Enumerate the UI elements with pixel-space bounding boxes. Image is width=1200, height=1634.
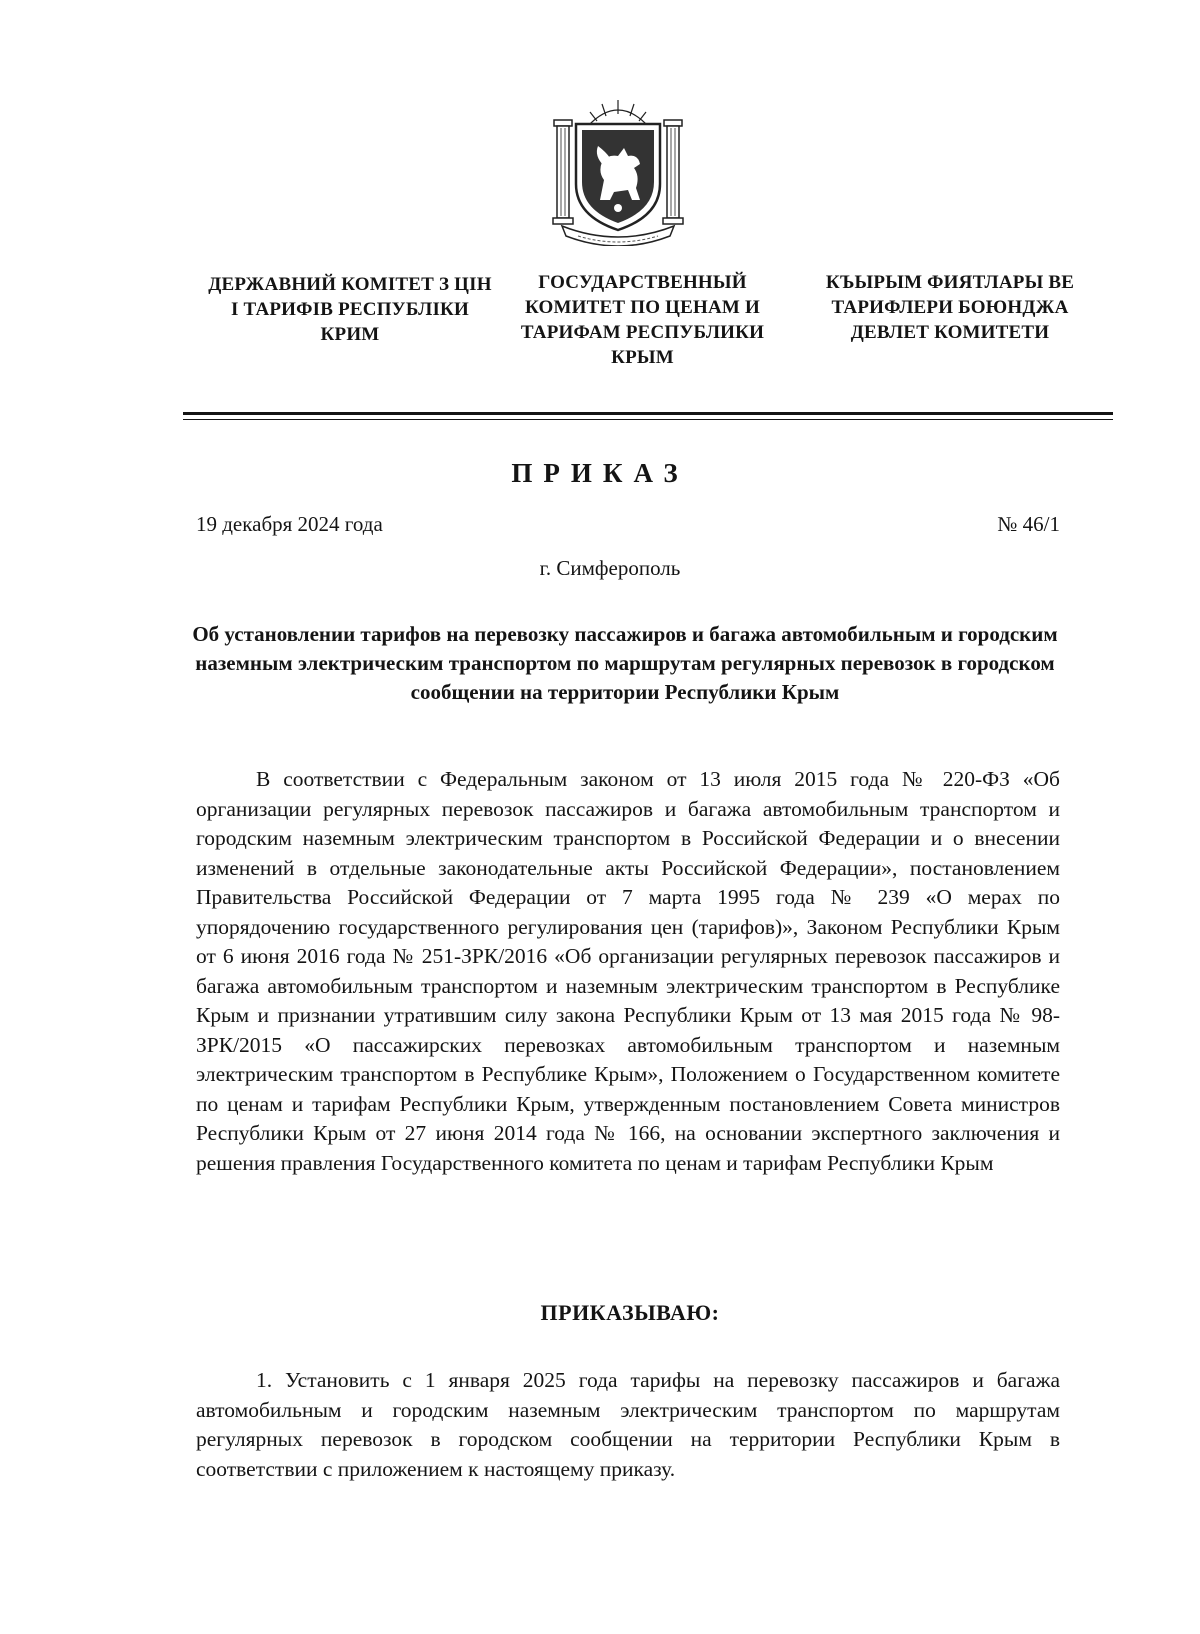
document-date: 19 декабря 2024 года: [196, 512, 383, 536]
org-name-russian: ГОСУДАРСТВЕННЫЙ КОМИТЕТ ПО ЦЕНАМ И ТАРИФАМ РЕСПУБЛИКИ КРЫМ: [520, 272, 765, 368]
document-number: № 46/1: [997, 512, 1060, 536]
preamble-paragraph: В соответствии с Федеральным законом от 13 июля 2015 года № 220-ФЗ «Об организации регулярных перевозок пассажиров и багажа автомобильным транспортом и городским наземным электрическим транспортом в Российской Федерации и о внесении изменений в отдельные законодательные акты Российской Федерации», постановлением Правительства Российской Федерации от 7 марта 1995 года № 239 «О мерах по упорядочению государственного регулирования цен (тарифов)», Законом Республики Крым от 6 июня 2016 года № 251-ЗРК/2016 «Об организации регулярных перевозок пассажиров и багажа автомобильным транспортом и наземным электрическим транспортом в Республике Крым и признании утратившим силу закона Республики Крым от 13 мая 2015 года № 98-ЗРК/2015 «О пассажирских перевозках автомобильным транспортом и наземным электрическим транспортом в Республике Крым», Положением о Государственном комитете по ценам и тарифам Республики Крым, утвержденным постановлением Совета министров Республики Крым от 27 июня 2014 года № 166, на основании экспертного заключения и решения правления Государственного комитета по ценам и тарифам Республики Крым: [196, 767, 1060, 1175]
order-item-1: 1. Установить с 1 января 2025 года тарифы на перевозку пассажиров и багажа автомобильным и городским наземным электрическим транспортом по маршрутам регулярных перевозок в городском сообщении на территории Республики Крым в соответствии с приложением к настоящему приказу.: [196, 1368, 1060, 1481]
org-name-crimean-tatar: КЪЫРЫМ ФИЯТЛАРЫ ВЕ ТАРИФЛЕРИ БОЮНДЖА ДЕВЛЕТ КОМИТЕТИ: [825, 272, 1075, 343]
document-type: ПРИКАЗ: [511, 458, 689, 488]
coat-of-arms-icon: [548, 96, 688, 246]
document-city: г. Симферополь: [539, 556, 681, 580]
header-divider: [183, 412, 1113, 415]
document-title: Об установлении тарифов на перевозку пассажиров и багажа автомобильным и городским наземным электрическим транспортом по маршрутам регулярных перевозок в городском сообщении на территории Республики Крым: [192, 622, 1058, 704]
command-heading: ПРИКАЗЫВАЮ:: [540, 1300, 720, 1325]
org-name-ukrainian: ДЕРЖАВНИЙ КОМІТЕТ З ЦІН І ТАРИФІВ РЕСПУБЛІКИ КРИМ: [208, 274, 492, 345]
header-divider-thin: [183, 419, 1113, 420]
